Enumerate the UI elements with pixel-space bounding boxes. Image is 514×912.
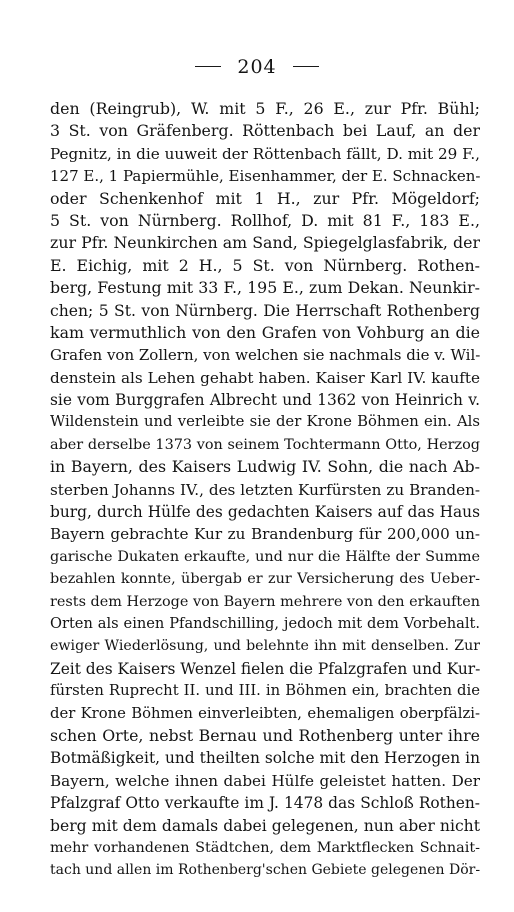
- header-dash-left: [195, 66, 221, 67]
- page-number: 204: [237, 56, 277, 78]
- text-line: E. Eichig, mit 2 H., 5 St. von Nürnberg. Rothen-: [50, 255, 480, 275]
- text-line: 3 St. von Gräfenberg. Röttenbach bei Lauf, an der: [50, 121, 480, 141]
- text-line: chen; 5 St. von Nürnberg. Die Herrschaft Rothenberg: [50, 301, 480, 320]
- text-line: denstein als Lehen gehabt haben. Kaiser Karl IV. kaufte: [50, 368, 480, 387]
- text-line: ewiger Wiederlösung, und belehnte ihn mit denselben. Zur: [50, 638, 480, 655]
- text-line: mehr vorhandenen Städtchen, dem Marktflecken Schnait-: [50, 839, 480, 856]
- header-dash-right: [293, 66, 319, 67]
- text-line: zur Pfr. Neunkirchen am Sand, Spiegelglasfabrik, der: [50, 233, 480, 253]
- text-line: Pegnitz, in die uuweit der Röttenbach fällt, D. mit 29 F.,: [50, 144, 480, 163]
- text-line: aber derselbe 1373 von seinem Tochtermann Otto, Herzog: [50, 436, 480, 453]
- text-line: Zeit des Kaisers Wenzel fielen die Pfalzgrafen und Kur-: [50, 659, 480, 678]
- text-line: Grafen von Zollern, von welchen sie nachmals die v. Wil-: [50, 346, 480, 365]
- text-line: sterben Johanns IV., des letzten Kurfürsten zu Branden-: [50, 480, 480, 499]
- text-line: 5 St. von Nürnberg. Rollhof, D. mit 81 F., 183 E.,: [50, 210, 480, 230]
- text-line: den (Reingrub), W. mit 5 F., 26 E., zur Pfr. Bühl;: [50, 99, 480, 118]
- text-line: Botmäßigkeit, und theilten solche mit den Herzogen in: [50, 749, 480, 768]
- text-line: Orten als einen Pfandschilling, jedoch mit dem Vorbehalt.: [50, 614, 480, 632]
- text-line: schen Orte, nebst Bernau und Rothenberg unter ihre: [50, 725, 480, 745]
- text-line: garische Dukaten erkaufte, und nur die Hälfte der Summe: [50, 548, 480, 565]
- text-line: in Bayern, des Kaisers Ludwig IV. Sohn, die nach Ab-: [50, 457, 480, 477]
- page-header: [0, 56, 514, 78]
- text-line: tach und allen im Rothenberg'schen Gebiete gelegenen Dör-: [50, 862, 480, 879]
- text-line: rests dem Herzoge von Bayern mehrere von den erkauften: [50, 593, 480, 610]
- text-line: Pfalzgraf Otto verkaufte im J. 1478 das Schloß Rothen-: [50, 794, 480, 813]
- text-line: bezahlen konnte, übergab er zur Versicherung des Ueber-: [50, 571, 480, 588]
- text-block: [50, 98, 480, 882]
- text-line: sie vom Burggrafen Albrecht und 1362 von Heinrich v.: [50, 391, 480, 410]
- text-line: der Krone Böhmen einverleibten, ehemaligen oberpfälzi-: [50, 704, 480, 722]
- text-line: 127 E., 1 Papiermühle, Eisenhammer, der E. Schnacken-: [50, 167, 480, 186]
- text-line: fürsten Ruprecht II. und III. in Böhmen ein, brachten die: [50, 682, 480, 700]
- text-line: burg, durch Hülfe des gedachten Kaisers auf das Haus: [50, 503, 480, 522]
- text-line: oder Schenkenhof mit 1 H., zur Pfr. Mögeldorf;: [50, 188, 480, 208]
- text-line: kam vermuthlich von den Grafen von Vohburg an die: [50, 322, 480, 342]
- text-line: Wildenstein und verleibte sie der Krone Böhmen ein. Als: [50, 413, 480, 431]
- text-line: berg mit dem damals dabei gelegenen, nun aber nicht: [50, 816, 480, 835]
- text-line: Bayern, welche ihnen dabei Hülfe geleistet hatten. Der: [50, 771, 480, 790]
- text-line: berg, Festung mit 33 F., 195 E., zum Dekan. Neunkir-: [50, 278, 480, 298]
- text-line: Bayern gebrachte Kur zu Brandenburg für 200,000 un-: [50, 525, 480, 544]
